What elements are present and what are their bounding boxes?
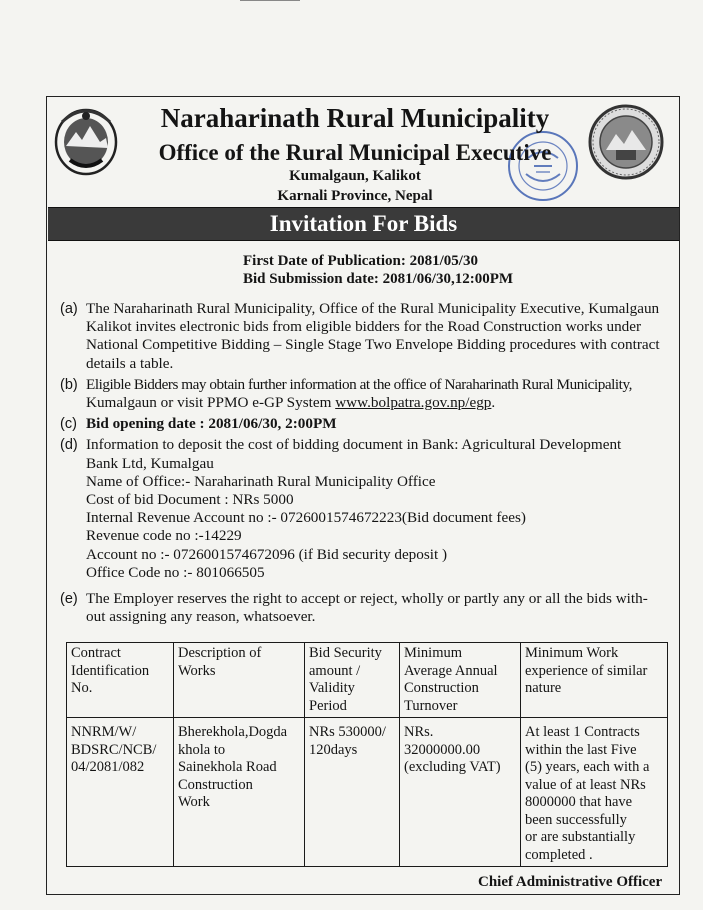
cell-line: Minimum Work — [525, 645, 619, 661]
clause-line: The Employer reserves the right to accept or reject, wholly or partly any or all the bids with- — [86, 590, 648, 608]
cell-turnover — [400, 718, 521, 867]
clause-line: Account no :- 0726001574672096 (if Bid security deposit ) — [86, 545, 448, 563]
cell-line: or are substantially — [525, 829, 636, 845]
banner-title: Invitation For Bids — [269, 211, 458, 236]
publication-dates — [243, 252, 513, 288]
clause-line: Eligible Bidders may obtain further information at the office of Naraharinath Rural Municipality, — [86, 375, 632, 393]
clause-marker: (e) — [60, 591, 78, 608]
clause-b — [60, 376, 670, 412]
cell-line: NRs. — [404, 724, 434, 740]
cell-line: Validity — [309, 680, 355, 696]
cell-line: Bherekhola,Dogda — [178, 724, 288, 740]
cell-line: 04/2081/082 — [71, 759, 145, 775]
cell-line: been successfully — [525, 811, 627, 828]
clause-line: details a table. — [86, 354, 174, 372]
cell-line: NNRM/W/ — [71, 724, 137, 740]
cell-line: (excluding VAT) — [404, 759, 501, 775]
cell-line: nature — [525, 680, 562, 696]
cell-line: khola to — [178, 741, 226, 758]
scan-artifact-line — [240, 0, 300, 1]
cell-line: within the last Five — [525, 741, 637, 758]
clause-line: Internal Revenue Account no :- 0726001574672223(Bid document fees) — [86, 509, 526, 527]
clause-line: Office Code no :- 801066505 — [86, 563, 265, 581]
clause-line: Name of Office:- Naraharinath Rural Municipality Office — [86, 472, 436, 490]
cell-bid-security — [305, 718, 400, 867]
nepal-emblem-logo — [52, 102, 120, 178]
clause-e — [60, 590, 670, 626]
clause-marker: (b) — [60, 376, 78, 393]
table-row — [67, 718, 668, 867]
cell-line: Sainekhola Road — [178, 759, 277, 775]
clause-marker: (a) — [60, 301, 78, 317]
egp-link[interactable]: www.bolpatra.gov.np/egp — [335, 394, 492, 412]
cell-line: Turnover — [404, 697, 458, 714]
clause-line — [86, 394, 670, 412]
cell-line: Identification — [71, 662, 150, 679]
cell-line: At least 1 Contracts — [525, 724, 640, 740]
cell-line: Work — [178, 794, 210, 810]
cell-line: (5) years, each with a — [525, 759, 650, 775]
header-turnover — [400, 643, 521, 718]
cell-line: Construction — [178, 776, 253, 793]
clause-line: Kalikot invites electronic bids from eligible bidders for the Road Construction works under — [86, 318, 642, 336]
cell-line: 32000000.00 — [404, 741, 481, 758]
clause-c — [60, 415, 670, 433]
header-description — [174, 643, 305, 718]
cell-line: completed . — [525, 846, 593, 863]
address-line-1: Kumalgaun, Kalikot — [289, 168, 421, 184]
header-work-experience — [521, 643, 668, 718]
municipality-seal-logo — [586, 102, 666, 182]
clause-line: The Naraharinath Rural Municipality, Office of the Rural Municipality Executive, Kumalgaun — [86, 300, 660, 317]
cell-contract-id — [67, 718, 174, 867]
signature-title: Chief Administrative Officer — [478, 874, 663, 890]
office-name: Office of the Rural Municipal Executive — [158, 140, 552, 165]
cell-line: Works — [178, 662, 216, 679]
cell-line: Description of — [178, 645, 262, 661]
clause-line: Cost of bid Document : NRs 5000 — [86, 491, 294, 509]
table-header-row — [67, 643, 668, 718]
cell-line: 120days — [309, 741, 358, 758]
cell-line: No. — [71, 680, 93, 696]
clause-marker: (d) — [60, 437, 78, 454]
address-line-2: Karnali Province, Nepal — [277, 188, 433, 204]
clause-d — [60, 436, 670, 582]
clause-text: Kumalgaun or visit PPMO e-GP System — [86, 394, 336, 412]
cell-line: Contract — [71, 645, 121, 661]
clause-line: Revenue code no :-14229 — [86, 527, 242, 545]
cell-line: Average Annual — [404, 662, 498, 679]
clause-text: . — [491, 394, 496, 412]
contract-table — [66, 642, 668, 867]
bid-opening-date: Bid opening date : 2081/06/30, 2:00PM — [86, 415, 337, 433]
bid-submission-date: Bid Submission date: 2081/06/30,12:00PM — [243, 271, 514, 287]
clause-line: out assigning any reason, whatsoever. — [86, 608, 316, 626]
cell-description — [174, 718, 305, 867]
header-bid-security — [305, 643, 400, 718]
clause-a — [60, 300, 670, 373]
cell-line: Bid Security — [309, 645, 382, 661]
notice-body — [60, 300, 670, 629]
cell-line: Period — [309, 697, 347, 714]
clause-marker: (c) — [60, 416, 77, 433]
clause-line: Information to deposit the cost of bidding document in Bank: Agricultural Development — [86, 436, 622, 454]
clause-line: National Competitive Bidding – Single Stage Two Envelope Bidding procedures with contract — [86, 336, 660, 354]
cell-work-experience — [521, 718, 668, 867]
cell-line: NRs 530000/ — [309, 724, 386, 740]
cell-line: amount / — [309, 662, 361, 679]
cell-line: Construction — [404, 680, 479, 696]
title-banner — [48, 207, 679, 241]
first-publication-date: First Date of Publication: 2081/05/30 — [243, 253, 478, 269]
header-contract-id — [67, 643, 174, 718]
cell-line: 8000000 that have — [525, 794, 633, 810]
municipality-name: Naraharinath Rural Municipality — [160, 103, 550, 133]
cell-line: experience of similar — [525, 662, 648, 679]
clause-line: Bank Ltd, Kumalgau — [86, 454, 214, 472]
cell-line: value of at least NRs — [525, 776, 646, 793]
cell-line: Minimum — [404, 645, 463, 661]
cell-line: BDSRC/NCB/ — [71, 741, 157, 758]
